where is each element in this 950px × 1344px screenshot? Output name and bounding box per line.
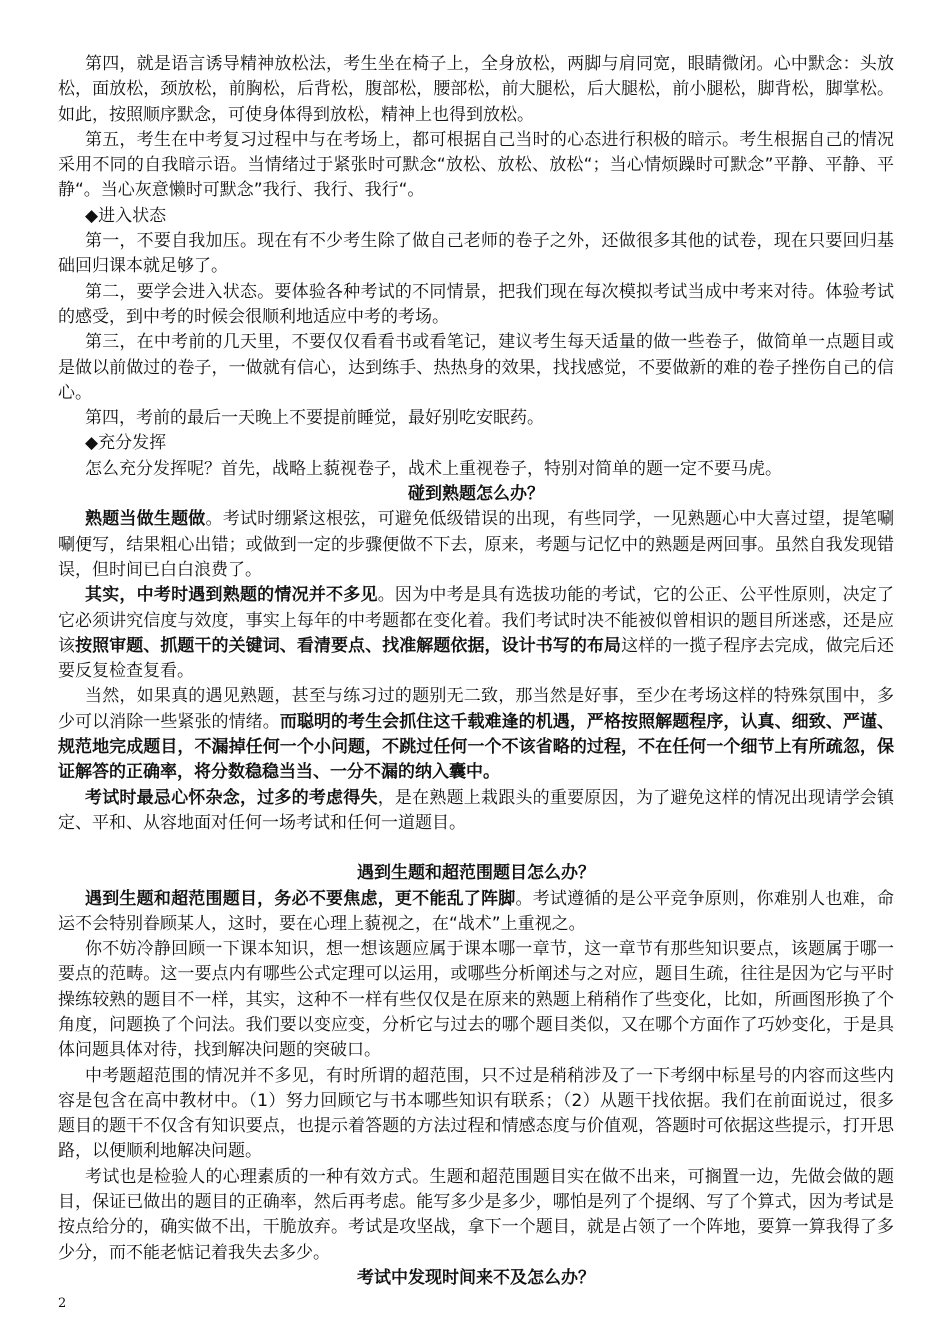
- section-title-full-play: ◆充分发挥: [85, 433, 167, 454]
- paragraph-play-1: 怎么充分发挥呢？首先，战略上藐视卷子，战术上重视卷子，特别对简单的题一定不要马虎。: [85, 458, 782, 479]
- emphasis-text: 考试时最忌心怀杂念，过多的考虑得失: [85, 787, 378, 808]
- body-text: ，是在熟题上栽跟头的重要原因，为了避免这样的情况出现请学会镇定、平和、从容地面对任何一场考试和任何一道题目。: [58, 787, 895, 833]
- paragraph-relax-4: 第四，就是语言诱导精神放松法，考生坐在椅子上，全身放松，两脚与肩同宽，眼睛微闭。心中默念：头放松，面放松，颈放松，前胸松，后背松，腹部松，腰部松，前大腿松，后大腿松，前小腿松，脚背松，脚掌松。如此，按照顺序默念，可使身体得到放松，精神上也得到放松。: [58, 54, 894, 125]
- body-text: 。考试遵循的是公平竞争原则，你难别人也难，命运不会特别眷顾某人，这时，要在心理上藐视之，在“战术”上重视之。: [58, 888, 895, 934]
- emphasis-text: 熟题当做生题做: [85, 509, 206, 530]
- paragraph-relax-5: 第五，考生在中考复习过程中与在考场上，都可根据自己当时的心态进行积极的暗示。考生根据自己的情况采用不同的自我暗示语。当情绪过于紧张时可默念“放松、放松、放松“；当心情烦躁时可默念”平静、平静、平静“。当心灰意懒时可默念”我行、我行、我行“。: [58, 129, 894, 201]
- emphasis-text: 按照审题、抓题干的关键词、看清要点、找准解题依据，设计书写的布局: [75, 635, 622, 656]
- paragraph-new-1: [58, 887, 894, 938]
- paragraph-new-2: 你不妨冷静回顾一下课本知识，想一想该题应属于课本哪一章节，这一章节有那些知识要点，该题属于哪一要点的范畴。这一要点内有哪些公式定理可以运用，或哪些分析阐述与之对应，题目生疏，往往是因为它与平时操练较熟的题目不一样，其实，这种不一样有些仅仅是在原来的熟题上稍稍作了些变化，比如，所画图形换了个角度，问题换了个问法。我们要以变应变，分析它与过去的哪个题目类似，又在哪个方面作了巧妙变化，于是具体问题具体对待，找到解决问题的突破口。: [58, 939, 894, 1061]
- section-title-enter-state: ◆进入状态: [85, 205, 167, 226]
- heading-familiar-questions: 碰到熟题怎么办？: [408, 484, 544, 505]
- blank-line: [58, 836, 894, 861]
- document-body: [58, 52, 894, 1291]
- heading-time-shortage: 考试中发现时间来不及怎么办？: [357, 1267, 595, 1288]
- paragraph-familiar-2: [58, 583, 894, 684]
- paragraph-state-4: 第四，考前的最后一天晚上不要提前睡觉，最好别吃安眠药。: [85, 408, 544, 429]
- paragraph-state-2: 第二，要学会进入状态。要体验各种考试的不同情景，把我们现在每次模拟考试当成中考来对待。体验考试的感受，到中考的时候会很顺利地适应中考的考场。: [58, 281, 894, 327]
- paragraph-state-3: 第三，在中考前的几天里，不要仅仅看看书或看笔记，建议考生每天适量的做一些卷子，做简单一点题目或是做以前做过的卷子，一做就有信心，达到练手、热热身的效果，找找感觉，不要做新的难的卷子挫伤自己的信心。: [58, 332, 894, 403]
- body-text: 这样的一揽子程序去完成，做完后还要反复检查复看。: [58, 635, 894, 682]
- emphasis-text: 其实，中考时遇到熟题的情况并不多见: [85, 585, 378, 606]
- body-text: 。考试时绷紧这根弦，可避免低级错误的出现，有些同学，一见熟题心中大喜过望，提笔唰唰便写，结果粗心出错；或做到一定的步骤便做不下去，原来，考题与记忆中的熟题是两回事。虽然自我发现错误，但时间已白白浪费了。: [58, 509, 895, 580]
- paragraph-state-1: 第一，不要自我加压。现在有不少考生除了做自己老师的卷子之外，还做很多其他的试卷，现在只要回归基础回归课本就足够了。: [58, 231, 894, 277]
- paragraph-new-3: 中考题超范围的情况并不多见，有时所谓的超范围，只不过是稍稍涉及了一下考纲中标星号的内容而这些内容是包含在高中教材中。（1）努力回顾它与书本哪些知识有联系；（2）从题干找依据。我们在前面说过，很多题目的题干不仅含有知识要点，也提示着答题的方法过程和情感态度与价值观，答题时可依据这些提示，打开思路，以便顺利地解决问题。: [58, 1065, 894, 1162]
- paragraph-familiar-4: [58, 786, 894, 837]
- heading-new-questions: 遇到生题和超范围题目怎么办？: [357, 863, 595, 884]
- emphasis-text: 而聪明的考生会抓住这千载难逢的机遇，严格按照解题程序，认真、细致、严谨、规范地完成题目，不漏掉任何一个小问题，不跳过任何一个不该省略的过程，不在任何一个细节上有所疏忽，保证解答的正确率，将分数稳稳当当、一分不漏的纳入囊中。: [58, 711, 894, 783]
- body-text: 。因为中考是具有选拔功能的考试，它的公正、公平性原则，决定了它必须讲究信度与效度，事实上每年的中考题都在变化着。我们考试时决不能被似曾相识的题目所迷惑，还是应该: [58, 585, 895, 656]
- body-text: 当然，如果真的遇见熟题，甚至与练习过的题别无二致，那当然是好事，至少在考场这样的特殊氛围中，多少可以消除一些紧张的情绪。: [58, 686, 894, 732]
- paragraph-new-4: 考试也是检验人的心理素质的一种有效方式。生题和超范围题目实在做不出来，可搁置一边，先做会做的题目，保证已做出的题目的正确率，然后再考虑。能写多少是多少，哪怕是列了个提纲、写了个算式，因为考试是按点给分的，确实做不出，干脆放弃。考试是攻坚战，拿下一个题目，就是占领了一个阵地，要算一算我得了多少分，而不能老惦记着我失去多少。: [58, 1166, 894, 1263]
- emphasis-text: 遇到生题和超范围题目，务必不要焦虑，更不能乱了阵脚: [85, 888, 516, 909]
- paragraph-familiar-1: [58, 507, 894, 583]
- paragraph-familiar-3: [58, 684, 894, 785]
- page-number: 2: [58, 1296, 67, 1311]
